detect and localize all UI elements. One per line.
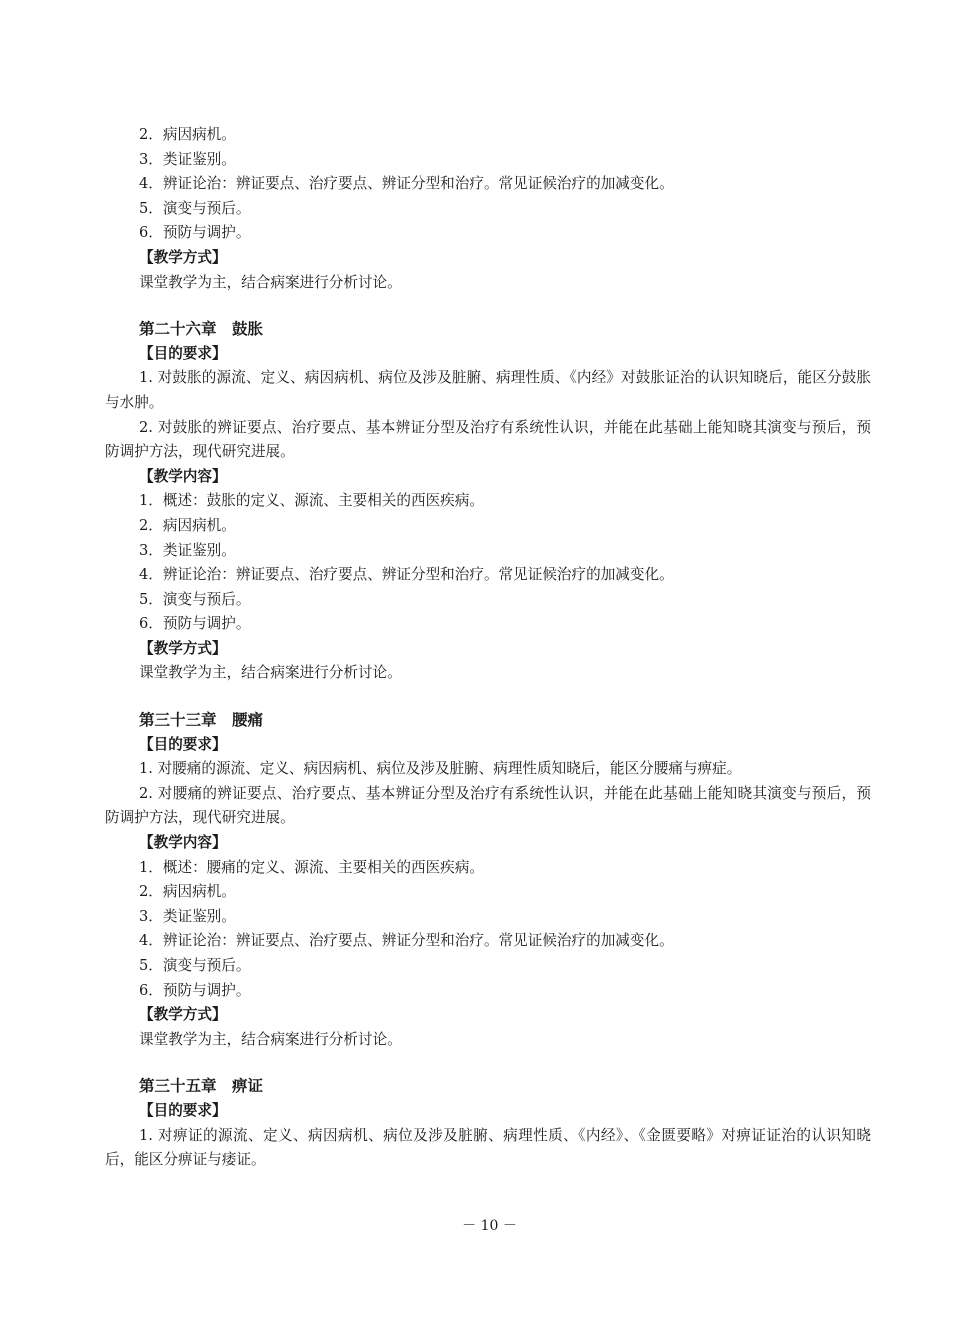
- section-heading-method: 【教学方式】: [139, 639, 227, 657]
- list-item: 6．预防与调护。: [139, 615, 251, 633]
- method-text: 课堂教学为主，结合病案进行分析讨论。: [139, 664, 402, 682]
- section-heading-method: 【教学方式】: [139, 248, 227, 266]
- page-content: [105, 123, 871, 1173]
- list-item: 4．辨证论治：辨证要点、治疗要点、辨证分型和治疗。常见证候治疗的加减变化。: [139, 932, 674, 950]
- list-item: 4．辨证论治：辨证要点、治疗要点、辨证分型和治疗。常见证候治疗的加减变化。: [139, 175, 674, 193]
- goal-paragraph: 1. 对痹证的源流、定义、病因病机、病位及涉及脏腑、病理性质、《内经》、《金匮要略》对痹证证治的认识知晓后，能区分痹证与痿证。: [105, 1126, 871, 1169]
- section-heading-goals: 【目的要求】: [139, 1101, 227, 1119]
- section-heading-method: 【教学方式】: [139, 1006, 227, 1024]
- page-number: － 10 －: [462, 1218, 517, 1234]
- section-heading-content: 【教学内容】: [139, 467, 227, 485]
- list-item: 4．辨证论治：辨证要点、治疗要点、辨证分型和治疗。常见证候治疗的加减变化。: [139, 566, 674, 584]
- list-item: 2．病因病机。: [139, 883, 236, 901]
- list-item: 3．类证鉴别。: [139, 907, 236, 925]
- list-item: 5．演变与预后。: [139, 590, 251, 608]
- method-text: 课堂教学为主，结合病案进行分析讨论。: [139, 273, 402, 291]
- section-heading-goals: 【目的要求】: [139, 344, 227, 362]
- list-item: 3．类证鉴别。: [139, 150, 236, 168]
- list-item: 1．概述：腰痛的定义、源流、主要相关的西医疾病。: [139, 858, 484, 876]
- goal-paragraph: 2. 对鼓胀的辨证要点、治疗要点、基本辨证分型及治疗有系统性认识，并能在此基础上能知晓其演变与预后，预防调护方法，现代研究进展。: [105, 418, 871, 461]
- method-text: 课堂教学为主，结合病案进行分析讨论。: [139, 1030, 402, 1048]
- list-item: 5．演变与预后。: [139, 957, 251, 974]
- list-item: 3．类证鉴别。: [139, 541, 236, 559]
- list-item: 5．演变与预后。: [139, 199, 251, 217]
- list-item: 2．病因病机。: [139, 516, 236, 534]
- list-item: 6．预防与调护。: [139, 224, 251, 242]
- chapter-title: 第三十五章 痹证: [139, 1076, 264, 1096]
- section-heading-goals: 【目的要求】: [139, 735, 227, 753]
- goal-paragraph: 2. 对腰痛的辨证要点、治疗要点、基本辨证分型及治疗有系统性认识，并能在此基础上能知晓其演变与预后，预防调护方法，现代研究进展。: [105, 784, 871, 827]
- goal-paragraph: 1. 对鼓胀的源流、定义、病因病机、病位及涉及脏腑、病理性质、《内经》对鼓胀证治的认识知晓后，能区分鼓胀与水肿。: [105, 369, 871, 411]
- chapter-title: 第三十三章 腰痛: [139, 710, 264, 730]
- section-heading-content: 【教学内容】: [139, 834, 227, 852]
- goal-paragraph: 1. 对腰痛的源流、定义、病因病机、病位及涉及脏腑、病理性质知晓后，能区分腰痛与痹症。: [139, 760, 742, 778]
- chapter-title: 第二十六章 鼓胀: [139, 319, 264, 339]
- list-item: 6．预防与调护。: [139, 981, 251, 999]
- list-item: 1．概述：鼓胀的定义、源流、主要相关的西医疾病。: [139, 492, 484, 510]
- list-item: 2．病因病机。: [139, 126, 236, 143]
